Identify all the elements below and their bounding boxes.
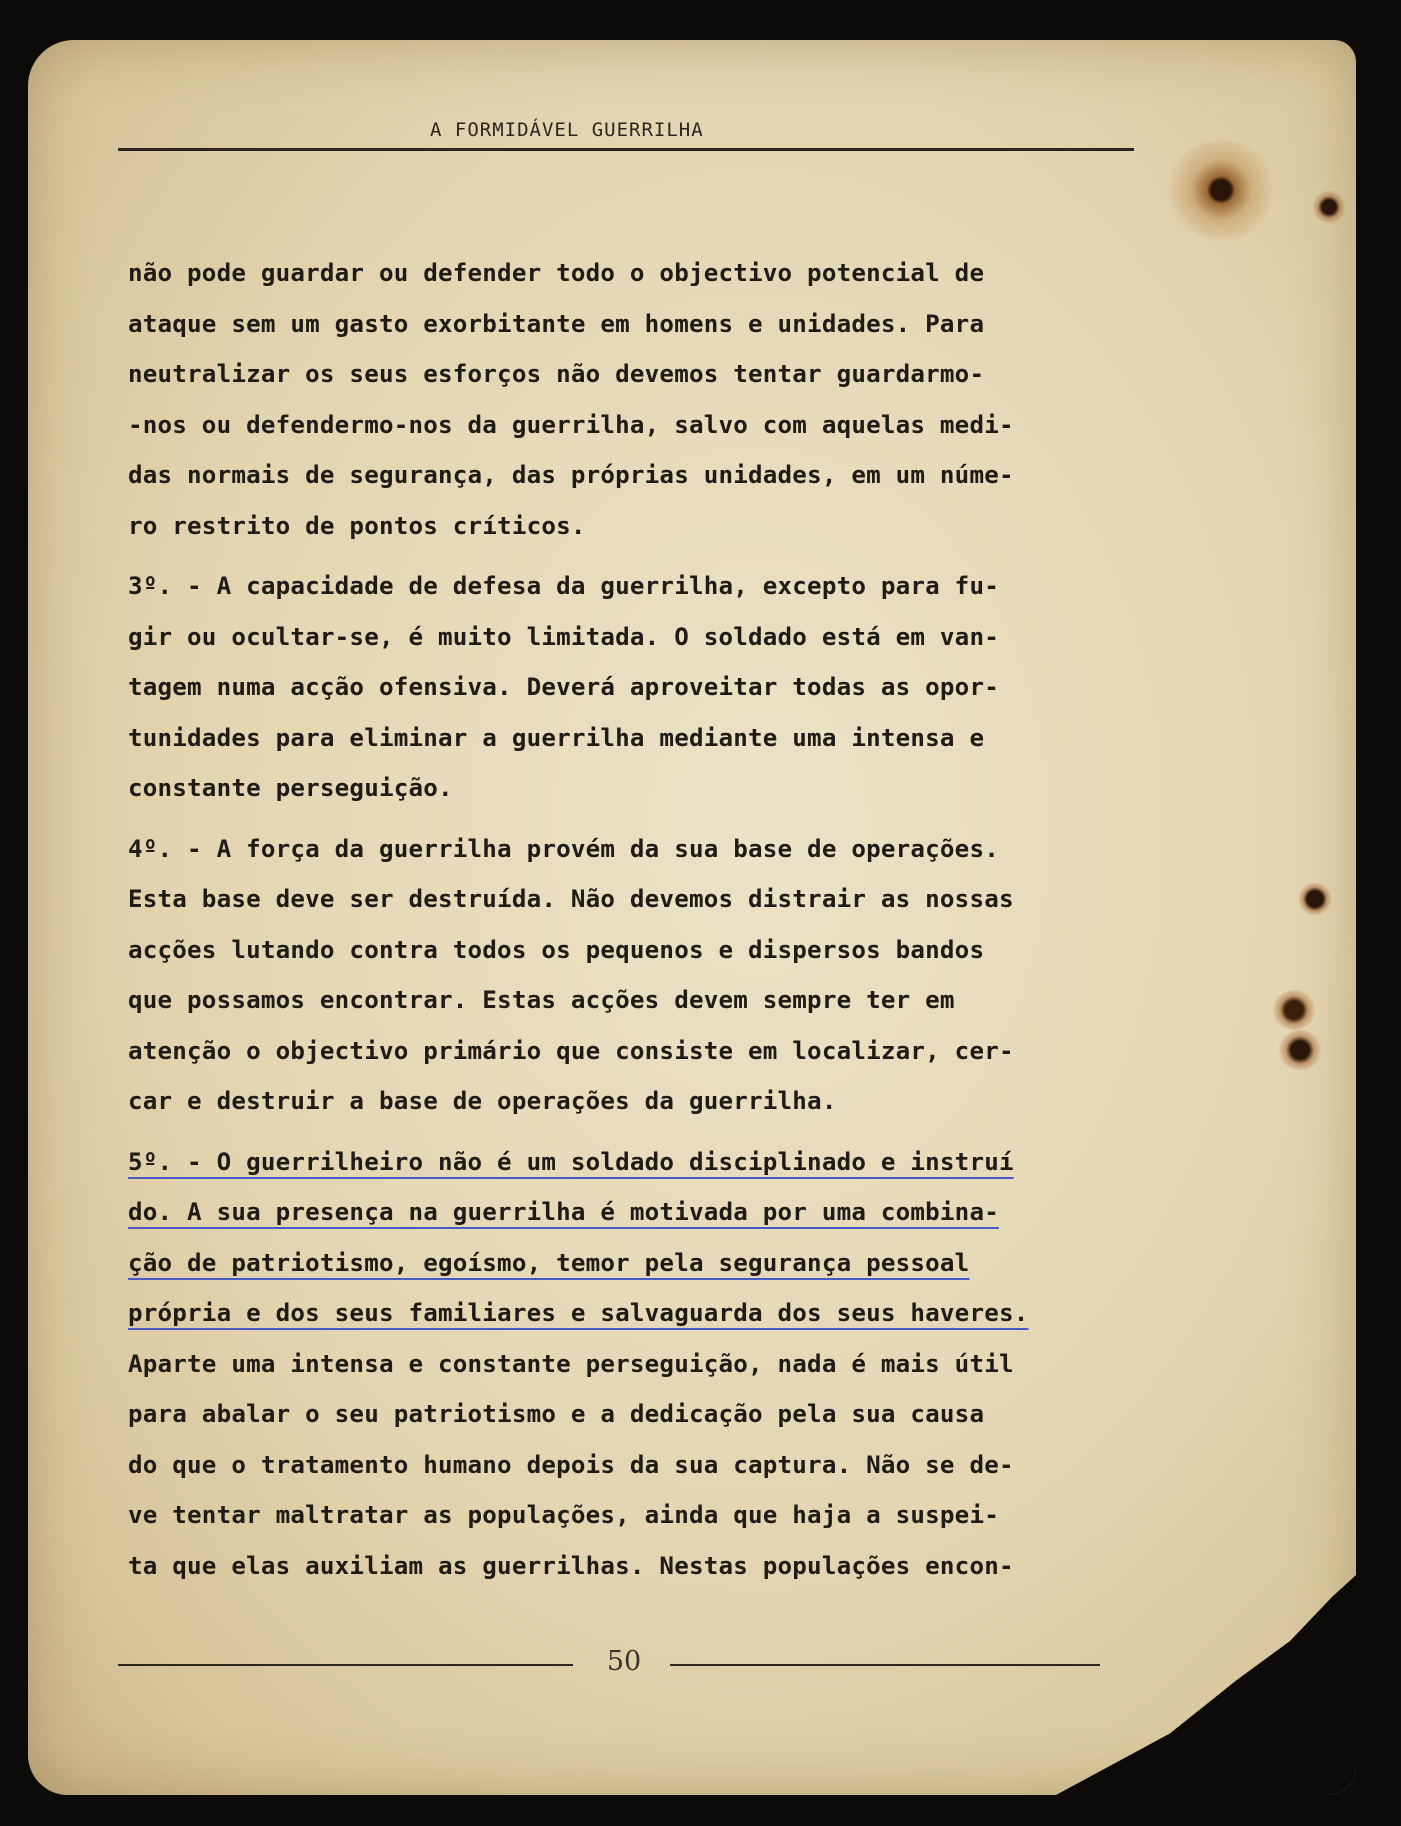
text-line: gir ou ocultar-se, é muito limitada. O soldado está em van- — [128, 622, 999, 651]
text-line: não pode guardar ou defender todo o objectivo potencial de — [128, 259, 985, 287]
rust-stain — [1278, 1030, 1322, 1070]
underlined-line: 5º. - O guerrilheiro não é um soldado disciplinado e instruí — [128, 1147, 1014, 1176]
text-line: que possamos encontrar. Estas acções devem sempre ter em — [128, 986, 955, 1014]
text-line: neutralizar os seus esforços não devemos tentar guardarmo- — [128, 360, 985, 388]
text-line: Aparte uma intensa e constante perseguição, nada é mais útil — [128, 1349, 1014, 1378]
rust-stain — [1166, 140, 1276, 240]
footer-rule-left — [118, 1664, 573, 1666]
text-line: das normais de segurança, das próprias unidades, em um núme- — [128, 461, 1014, 489]
page-number: 50 — [606, 1646, 642, 1677]
text-line: -nos ou defendermo-nos da guerrilha, salvo com aquelas medi- — [128, 410, 1014, 439]
rust-stain — [1298, 882, 1332, 916]
underlined-line: ção de patriotismo, egoísmo, temor pela segurança pessoal — [128, 1248, 970, 1277]
text-line: do que o tratamento humano depois da sua captura. Não se de- — [128, 1450, 1014, 1479]
footer-rule-right — [670, 1664, 1100, 1666]
text-line: 4º. - A força da guerrilha provém da sua base de operações. — [128, 834, 999, 863]
text-line: tunidades para eliminar a guerrilha mediante uma intensa e — [128, 723, 985, 752]
text-line: atenção o objectivo primário que consiste em localizar, cer- — [128, 1036, 1014, 1065]
torn-corner — [1056, 1575, 1356, 1795]
text-line: car e destruir a base de operações da guerrilha. — [128, 1087, 837, 1115]
underlined-line: própria e dos seus familiares e salvaguarda dos seus haveres. — [128, 1299, 1029, 1327]
running-title: A FORMIDÁVEL GUERRILHA — [430, 119, 704, 141]
rust-stain — [1272, 990, 1316, 1030]
text-line: ve tentar maltratar as populações, ainda que haja a suspei- — [128, 1501, 999, 1529]
body-text — [128, 248, 1138, 1591]
header-rule — [118, 148, 1134, 151]
text-line: ta que elas auxiliam as guerrilhas. Nestas populações encon- — [128, 1551, 1014, 1580]
text-line: constante perseguição. — [128, 774, 453, 802]
text-line: para abalar o seu patriotismo e a dedicação pela sua causa — [128, 1400, 985, 1428]
text-line: ataque sem um gasto exorbitante em homens e unidades. Para — [128, 309, 985, 338]
paragraph — [128, 248, 1138, 551]
rust-stain — [1312, 190, 1346, 224]
text-line: 3º. - A capacidade de defesa da guerrilha, excepto para fu- — [128, 572, 999, 600]
paragraph — [128, 1137, 1138, 1592]
underlined-line: do. A sua presença na guerrilha é motivada por uma combina- — [128, 1198, 999, 1226]
text-line: ro restrito de pontos críticos. — [128, 511, 586, 540]
paragraph — [128, 824, 1138, 1127]
text-line: tagem numa acção ofensiva. Deverá aproveitar todas as opor- — [128, 673, 999, 701]
text-line: Esta base deve ser destruída. Não devemos distrair as nossas — [128, 885, 1014, 913]
text-line: acções lutando contra todos os pequenos e dispersos bandos — [128, 935, 985, 964]
paragraph — [128, 561, 1138, 814]
